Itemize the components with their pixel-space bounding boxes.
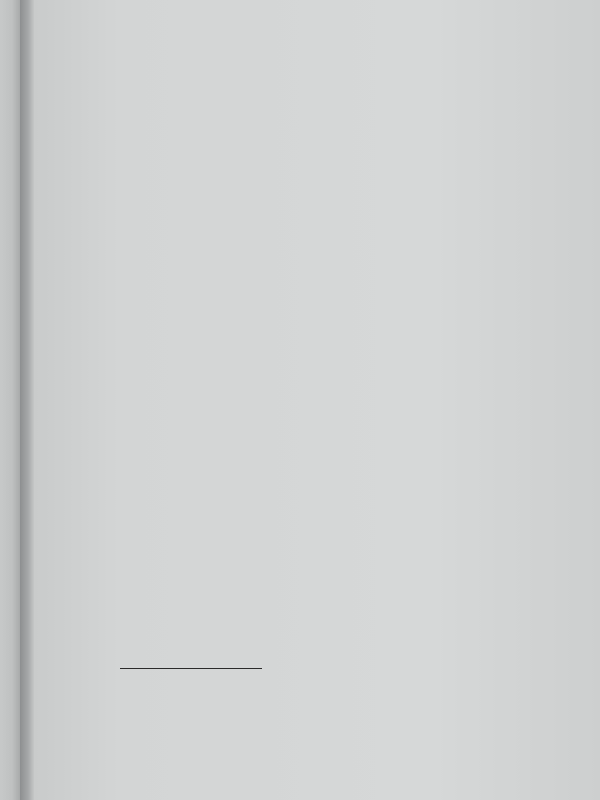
- book-page: [34, 0, 600, 800]
- book-gutter: [20, 0, 34, 800]
- left-facing-page: [0, 0, 20, 800]
- footnote-divider: [120, 668, 262, 669]
